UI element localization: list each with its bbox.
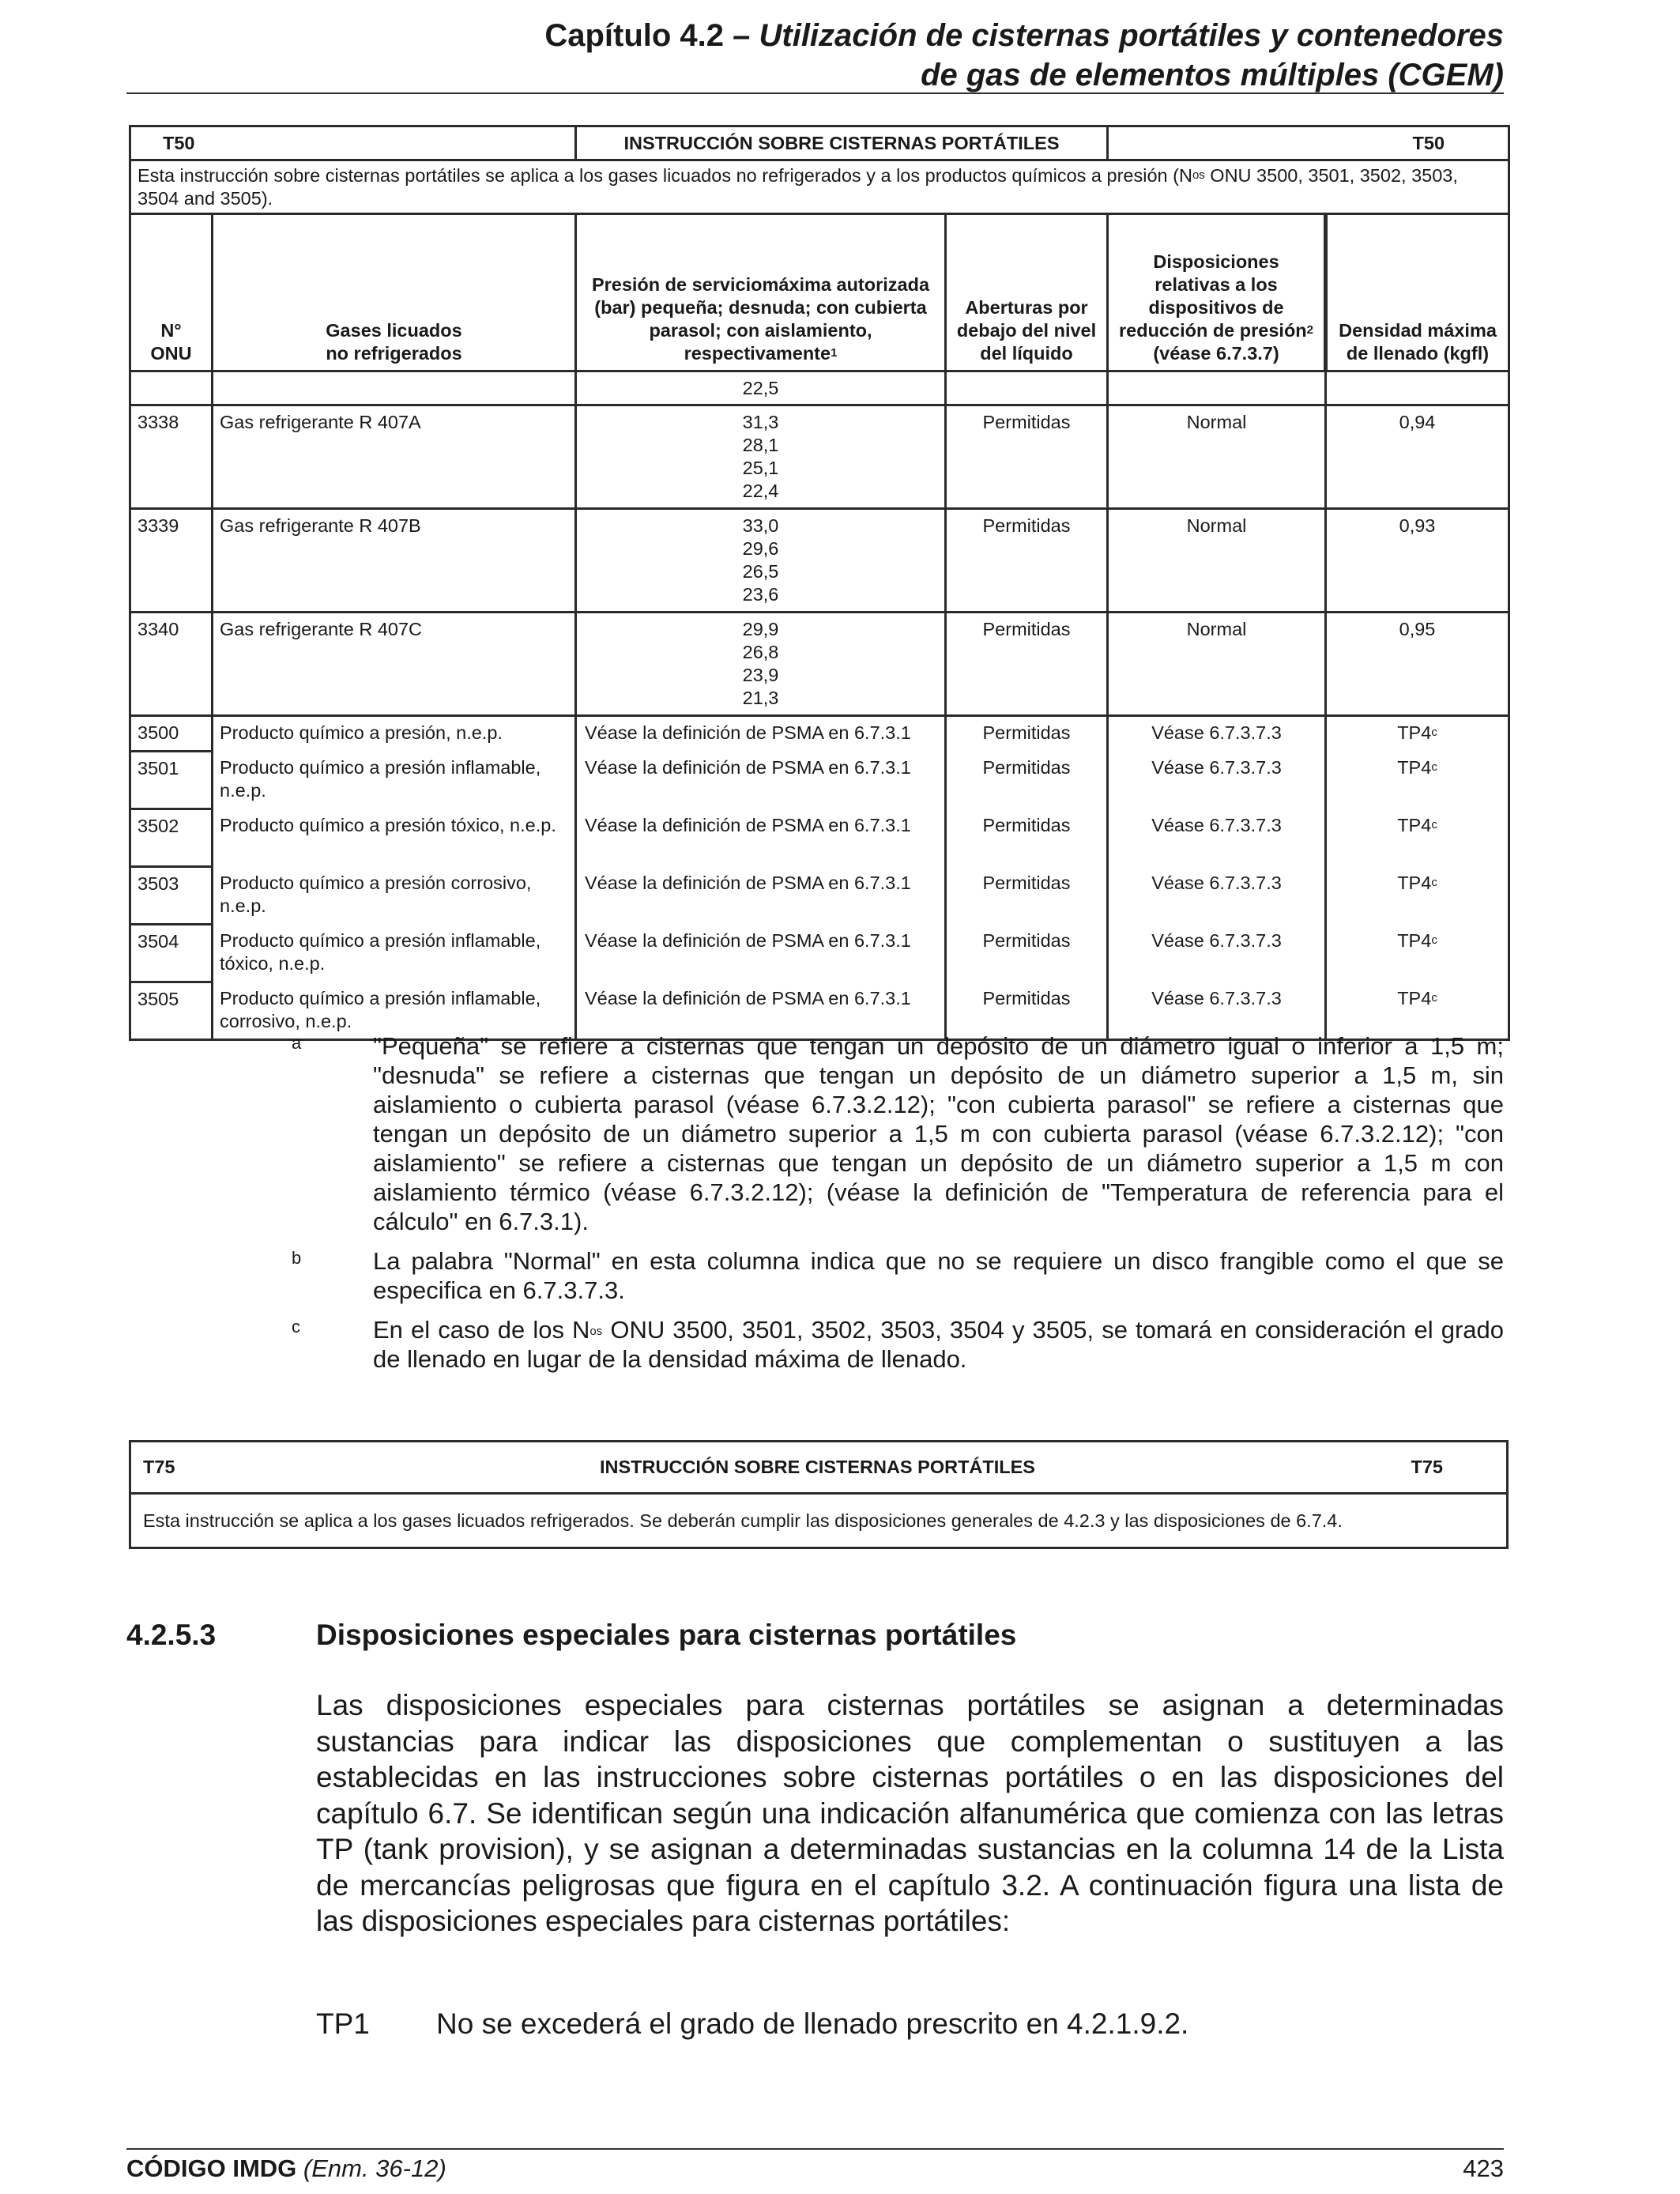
- col-header-pressure-text: Presión de serviciomáxima autorizada (bar) pequeña; desnuda; con cubierta parasol; con aislamiento, respectivamente: [591, 274, 930, 364]
- footnote-b-text: La palabra "Normal" en esta columna indica que no se requiere un disco frangible como el que se especifica en 6.7.3.7.3.: [373, 1247, 1504, 1304]
- filling-density-note: c: [1431, 760, 1437, 774]
- t75-title: INSTRUCCIÓN SOBRE CISTERNAS PORTÁTILES: [541, 1442, 1094, 1494]
- t50-description-row: [130, 160, 1509, 214]
- filling-density-code: TP4: [1397, 872, 1432, 893]
- page-number: 423: [1463, 2154, 1504, 2182]
- t50-title-row: [130, 126, 1509, 160]
- section-number: 4.2.5.3: [126, 1619, 217, 1651]
- table-row: [130, 405, 1509, 509]
- pressure-value: 29,6: [742, 538, 779, 559]
- footnote-c-text: [373, 1316, 1504, 1373]
- chapter-title-line-1: [126, 16, 1504, 55]
- footnote-c: [126, 1315, 1504, 1374]
- t50-title: INSTRUCCIÓN SOBRE CISTERNAS PORTÁTILES: [576, 126, 1108, 160]
- filling-density-code: TP4: [1397, 929, 1432, 951]
- t75-title-row: [130, 1442, 1508, 1494]
- filling-density-code: TP4: [1397, 987, 1432, 1008]
- filling-density-note: c: [1431, 990, 1437, 1005]
- filling-density: [1326, 716, 1509, 752]
- col-header-relief: [1108, 214, 1326, 371]
- t75-code-left: T75: [130, 1442, 541, 1494]
- col-header-density: Densidad máxima de llenado (kgfl): [1326, 214, 1509, 371]
- col-header-gases-line2: no refrigerados: [326, 343, 462, 364]
- chapter-title: Utilización de cisternas portátiles y contenedores: [759, 18, 1504, 53]
- substance-name: Producto químico a presión inflamable, corrosivo, n.e.p.: [213, 982, 576, 1040]
- footnote-c-text-a: En el caso de los N: [373, 1316, 590, 1344]
- pre-row-empty-4: [1108, 371, 1326, 405]
- openings: Permitidas: [946, 867, 1108, 925]
- table-row: [130, 752, 1509, 809]
- openings: Permitidas: [946, 809, 1108, 867]
- table-row: [130, 613, 1509, 716]
- filling-density-note: c: [1431, 875, 1437, 889]
- filling-density-note: c: [1431, 726, 1437, 739]
- filling-density: 0,93: [1326, 509, 1509, 613]
- pressure-values: [576, 405, 946, 509]
- pressure-definition: Véase la definición de PSMA en 6.7.3.1: [576, 867, 946, 925]
- footnote-a-mark: a: [292, 1033, 302, 1053]
- filling-density: [1326, 925, 1509, 982]
- pre-row-pressure: 22,5: [576, 371, 946, 405]
- t75-code-right: T75: [1094, 1442, 1508, 1494]
- substance-name: Producto químico a presión inflamable, n.e.p.: [213, 752, 576, 809]
- onu-number: 3500: [130, 716, 213, 752]
- chapter-dash: –: [724, 18, 759, 53]
- t75-table: [129, 1440, 1509, 1549]
- tp1-code: TP1: [316, 2007, 370, 2040]
- filling-density: 0,94: [1326, 405, 1509, 509]
- t50-code-right: T50: [1108, 126, 1509, 160]
- t50-code-left: T50: [130, 126, 576, 160]
- substance-name: Producto químico a presión corrosivo, n.e.p.: [213, 867, 576, 925]
- section-body: Las disposiciones especiales para cisternas portátiles se asignan a determinadas sustancias para indicar las disposiciones que complementan o sustituyen a las establecidas en las instrucciones sobre cisternas portátiles o en las disposiciones del capítulo 6.7. Se identifican según una indicación alfanumérica que comienza con las letras TP (tank provision), y se asignan a determinadas sustancias en la columna 14 de la Lista de mercancías peligrosas que figura en el capítulo 3.2. A continuación figura una lista de las disposiciones especiales para cisternas portátiles:: [316, 1689, 1504, 1937]
- footnote-b: [126, 1246, 1504, 1305]
- col-header-pressure: [576, 214, 946, 371]
- openings: Permitidas: [946, 509, 1108, 613]
- pressure-value: 26,5: [742, 561, 779, 582]
- relief-device: Véase 6.7.3.7.3: [1108, 716, 1326, 752]
- filling-density-note: c: [1431, 933, 1437, 947]
- table-row: [130, 867, 1509, 925]
- footnote-c-text-b: ONU 3500, 3501, 3502, 3503, 3504 y 3505, se tomará en consideración el grado de llenado en lugar de la densidad máxima de llenado.: [373, 1316, 1504, 1373]
- pressure-definition: Véase la definición de PSMA en 6.7.3.1: [576, 982, 946, 1040]
- t50-body: [130, 126, 1509, 1040]
- openings: Permitidas: [946, 405, 1108, 509]
- pre-row-empty-5: [1326, 371, 1509, 405]
- t50-description-text-b: ONU 3500, 3501, 3502, 3503, 3504 and 3505).: [137, 165, 1458, 209]
- filling-density-code: TP4: [1397, 722, 1432, 743]
- page-header: [126, 16, 1504, 95]
- pressure-value: 22,4: [742, 481, 779, 501]
- onu-number: 3502: [130, 809, 213, 867]
- col-header-gases: [213, 214, 576, 371]
- relief-device: Normal: [1108, 405, 1326, 509]
- table-row: [130, 925, 1509, 982]
- t75-description: Esta instrucción se aplica a los gases licuados refrigerados. Se deberán cumplir las disposiciones generales de 4.2.3 y las disposiciones de 6.7.4.: [130, 1494, 1508, 1548]
- onu-number: 3504: [130, 925, 213, 982]
- footer-code: [126, 2153, 446, 2185]
- pre-row-empty-2: [213, 371, 576, 405]
- onu-number: 3505: [130, 982, 213, 1040]
- relief-device: Normal: [1108, 613, 1326, 716]
- pressure-value: 23,9: [742, 665, 779, 685]
- onu-number: 3501: [130, 752, 213, 809]
- footnote-a: [126, 1031, 1504, 1236]
- t50-pre-row: [130, 371, 1509, 405]
- pressure-definition: Véase la definición de PSMA en 6.7.3.1: [576, 716, 946, 752]
- col-header-relief-text: Disposiciones relativas a los dispositivos de reducción de presión: [1119, 251, 1307, 341]
- pressure-value: 25,1: [742, 458, 779, 478]
- substance-name: Producto químico a presión tóxico, n.e.p.: [213, 809, 576, 867]
- pressure-value: 23,6: [742, 584, 779, 605]
- t50-description: [130, 160, 1509, 214]
- pressure-values: [576, 509, 946, 613]
- relief-device: Véase 6.7.3.7.3: [1108, 867, 1326, 925]
- table-row: [130, 809, 1509, 867]
- filling-density-note: c: [1431, 817, 1437, 831]
- t50-description-sup: os: [1192, 168, 1205, 182]
- footnote-c-mark: c: [292, 1317, 300, 1336]
- t50-description-text-a: Esta instrucción sobre cisternas portátiles se aplica a los gases licuados no refrigerados y a los productos químicos a presión (N: [137, 165, 1192, 186]
- pressure-value: 33,0: [742, 515, 779, 536]
- t50-column-header-row: [130, 214, 1509, 371]
- filling-density: 0,95: [1326, 613, 1509, 716]
- onu-number: 3338: [130, 405, 213, 509]
- substance-name: Gas refrigerante R 407B: [213, 509, 576, 613]
- pressure-value: 28,1: [742, 435, 779, 455]
- table-row: [130, 509, 1509, 613]
- footnotes: [126, 1031, 1504, 1384]
- openings: Permitidas: [946, 752, 1108, 809]
- pressure-definition: Véase la definición de PSMA en 6.7.3.1: [576, 925, 946, 982]
- footnote-a-text: "Pequeña" se refiere a cisternas que tengan un depósito de un diámetro igual o inferior a 1,5 m; "desnuda" se refiere a cisternas que tengan un depósito de un diámetro superior a 1,5 m, sin aislamiento o cubierta parasol (véase 6.7.3.2.12); "con cubierta parasol" se refiere a cisternas que tengan un depósito de un diámetro superior a 1,5 m con cubierta parasol (véase 6.7.3.2.12); "con aislamiento" se refiere a cisternas que tengan un depósito de un diámetro superior a 1,5 m con aislamiento térmico (véase 6.7.3.2.12); (véase la definición de "Temperatura de referencia para el cálculo" en 6.7.3.1).: [373, 1032, 1504, 1235]
- col-header-relief-sup: 2: [1306, 323, 1314, 337]
- footnote-b-mark: b: [292, 1248, 302, 1268]
- filling-density: [1326, 867, 1509, 925]
- relief-device: Véase 6.7.3.7.3: [1108, 925, 1326, 982]
- filling-density-code: TP4: [1397, 814, 1432, 835]
- col-header-pressure-sup: 1: [831, 346, 838, 360]
- relief-device: Véase 6.7.3.7.3: [1108, 752, 1326, 809]
- pressure-values: [576, 613, 946, 716]
- t75-description-row: [130, 1494, 1508, 1548]
- onu-number: 3503: [130, 867, 213, 925]
- col-header-onu-line1: N°: [160, 320, 182, 341]
- openings: Permitidas: [946, 613, 1108, 716]
- relief-device: Véase 6.7.3.7.3: [1108, 809, 1326, 867]
- substance-name: Producto químico a presión inflamable, tóxico, n.e.p.: [213, 925, 576, 982]
- pressure-definition: Véase la definición de PSMA en 6.7.3.1: [576, 809, 946, 867]
- tp1-text: No se excederá el grado de llenado prescrito en 4.2.1.9.2.: [436, 2007, 1189, 2040]
- filling-density-code: TP4: [1397, 756, 1432, 778]
- openings: Permitidas: [946, 982, 1108, 1040]
- chapter-number: Capítulo 4.2: [544, 18, 725, 53]
- pre-row-empty-1: [130, 371, 213, 405]
- pressure-value: 26,8: [742, 642, 779, 662]
- footer-amendment: (Enm. 36-12): [296, 2154, 446, 2182]
- col-header-relief-ref: (véase 6.7.3.7): [1153, 343, 1279, 364]
- substance-name: Gas refrigerante R 407A: [213, 405, 576, 509]
- relief-device: Normal: [1108, 509, 1326, 613]
- col-header-gases-line1: Gases licuados: [326, 320, 462, 341]
- footer-rule: [126, 2148, 1504, 2150]
- pre-row-empty-3: [946, 371, 1108, 405]
- footer-code-name: CÓDIGO IMDG: [126, 2154, 297, 2182]
- filling-density: [1326, 809, 1509, 867]
- section-title: Disposiciones especiales para cisternas portátiles: [316, 1619, 1017, 1651]
- onu-number: 3339: [130, 509, 213, 613]
- pressure-definition: Véase la definición de PSMA en 6.7.3.1: [576, 752, 946, 809]
- col-header-openings: Aberturas por debajo del nivel del líquido: [946, 214, 1108, 371]
- substance-name: Gas refrigerante R 407C: [213, 613, 576, 716]
- relief-device: Véase 6.7.3.7.3: [1108, 982, 1326, 1040]
- table-row: [130, 716, 1509, 752]
- col-header-onu: [130, 214, 213, 371]
- pressure-value: 21,3: [742, 688, 779, 708]
- t50-table: [129, 125, 1510, 1041]
- chapter-title-line-2: de gas de elementos múltiples (CGEM): [921, 58, 1504, 92]
- openings: Permitidas: [946, 716, 1108, 752]
- onu-number: 3340: [130, 613, 213, 716]
- header-rule: [126, 92, 1504, 94]
- col-header-onu-line2: ONU: [150, 343, 192, 364]
- footnote-c-sup: os: [590, 1325, 603, 1338]
- substance-name: Producto químico a presión, n.e.p.: [213, 716, 576, 752]
- openings: Permitidas: [946, 925, 1108, 982]
- filling-density: [1326, 752, 1509, 809]
- pressure-value: 31,3: [742, 412, 779, 432]
- pressure-value: 29,9: [742, 619, 779, 639]
